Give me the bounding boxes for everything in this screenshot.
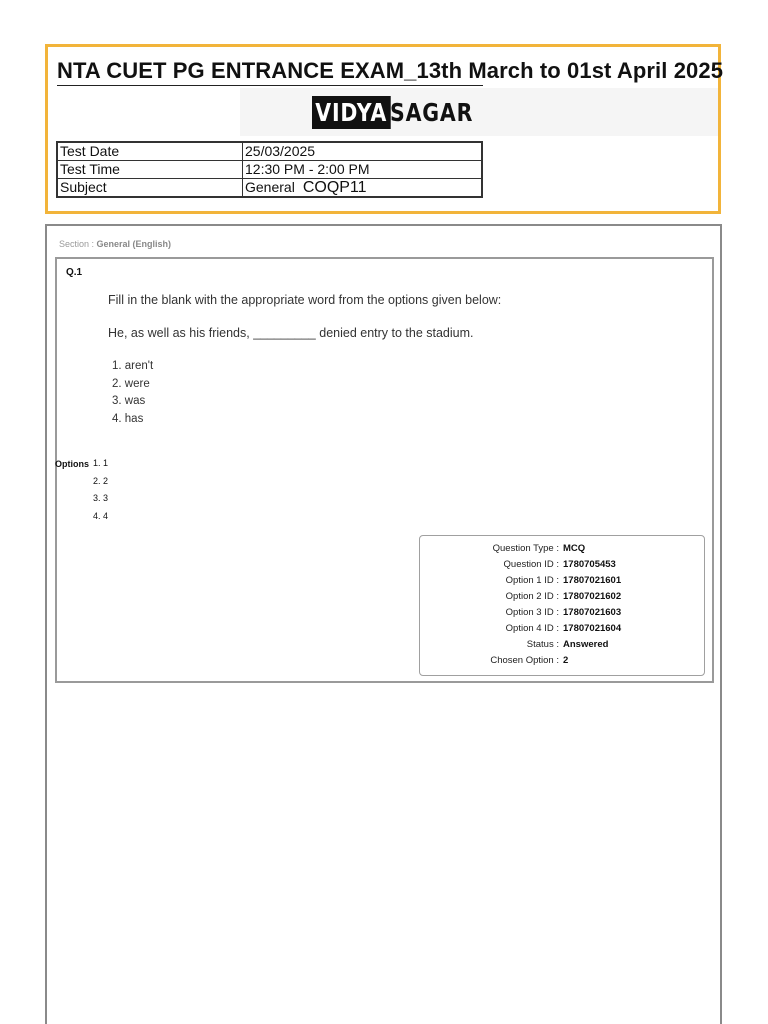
test-info-table [56, 141, 483, 198]
meta-row-option3-id [419, 605, 705, 621]
option-item: 4. 4 [93, 510, 109, 521]
logo-part-sagar: SAGAR [389, 97, 473, 127]
options-list [93, 459, 108, 529]
paper-code: COQP11 [302, 179, 367, 196]
info-value: 12:30 PM - 2:00 PM [243, 161, 483, 179]
info-row-subject [57, 179, 482, 198]
question-instruction: Fill in the blank with the appropriate word from the options given below: [108, 293, 502, 307]
info-value: 25/03/2025 [243, 142, 483, 161]
meta-row-chosen-option [419, 653, 705, 669]
meta-value: 17807021603 [563, 607, 622, 618]
info-row-time [57, 161, 482, 179]
logo-part-vidya: VIDYA [312, 96, 390, 129]
title-underline [57, 85, 483, 86]
vidya-sagar-logo [312, 92, 491, 132]
meta-key: Chosen Option : [490, 655, 559, 666]
page-title: NTA CUET PG ENTRANCE EXAM_13th March to 01st April 2025 [57, 58, 724, 83]
meta-key: Option 2 ID : [505, 591, 559, 602]
meta-key: Status : [526, 639, 559, 650]
choice-item: 1. aren't [112, 360, 154, 372]
meta-row-status [419, 637, 705, 653]
question-sentence: He, as well as his friends, _________ denied entry to the stadium. [108, 326, 474, 340]
meta-value: MCQ [563, 543, 586, 554]
option-item: 2. 2 [93, 475, 109, 486]
section-prefix: Section : [59, 239, 97, 249]
choice-item: 2. were [112, 377, 150, 390]
question-number: Q.1 [66, 267, 83, 278]
meta-row-option4-id [419, 621, 705, 637]
meta-value: 2 [563, 655, 569, 666]
choice-item: 4. has [112, 412, 144, 425]
meta-value: 1780705453 [563, 559, 616, 570]
choice-item: 3. was [112, 395, 146, 407]
meta-key: Option 1 ID : [505, 575, 559, 586]
meta-key: Question Type : [492, 543, 559, 554]
meta-value: 17807021604 [563, 623, 622, 634]
info-label: Test Date [57, 142, 243, 161]
meta-key: Option 3 ID : [505, 607, 559, 618]
info-label: Test Time [57, 161, 243, 179]
meta-row-option2-id [419, 589, 705, 605]
options-label: Options [55, 459, 89, 469]
meta-value: 17807021601 [563, 575, 622, 586]
meta-row-option1-id [419, 573, 705, 589]
section-name: General (English) [96, 239, 172, 249]
info-label: Subject [57, 179, 243, 198]
info-value [243, 179, 483, 198]
meta-value: 17807021602 [563, 591, 622, 602]
meta-value: Answered [563, 639, 609, 650]
meta-key: Option 4 ID : [505, 623, 559, 634]
section-label [59, 239, 171, 249]
meta-key: Question ID : [503, 559, 559, 570]
meta-row-question-id [419, 557, 705, 573]
meta-row-type [419, 541, 705, 557]
info-row-date [57, 142, 482, 161]
option-item: 1. 1 [93, 458, 109, 468]
answer-choices [112, 358, 153, 428]
subject-name: General [245, 179, 295, 195]
option-item: 3. 3 [93, 493, 109, 503]
